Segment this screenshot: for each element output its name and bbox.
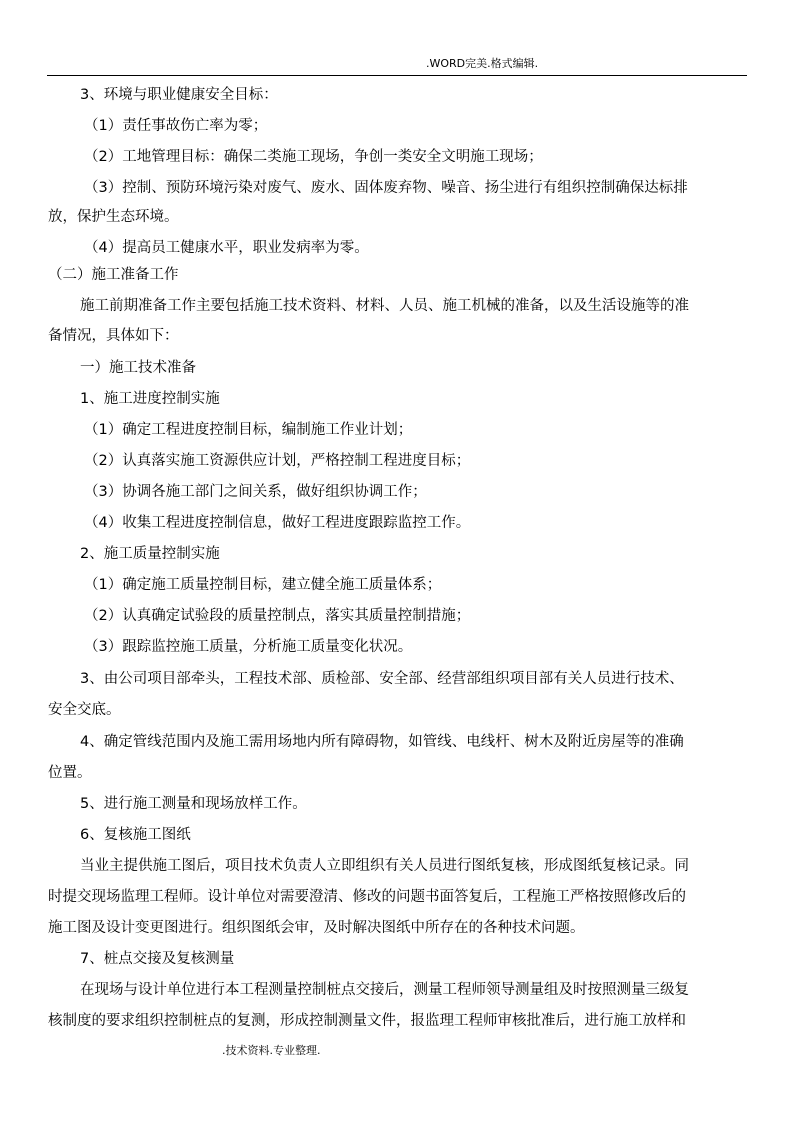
- page-header-text: .WORD完美.格式编辑.: [426, 57, 539, 70]
- line-text: （3）协调各施工部门之间关系，做好组织协调工作；: [84, 484, 427, 500]
- line-text: 安全交底。: [48, 702, 121, 718]
- line-text: （3）跟踪监控施工质量，分析施工质量变化状况。: [84, 639, 413, 655]
- line-text: 施工图及设计变更图进行。组织图纸会审，及时解决图纸中所存在的各种技术问题。: [48, 920, 585, 936]
- line-text: （1）确定工程进度控制目标，编制施工作业计划；: [84, 422, 413, 438]
- line-text: 一）施工技术准备: [80, 360, 196, 376]
- line-text: （3）控制、预防环境污染对废气、废水、固体废弃物、噪音、扬尘进行有组织控制确保达标排: [84, 180, 688, 196]
- line-text: 位置。: [48, 765, 92, 781]
- line-text: 4、确定管线范围内及施工需用场地内所有障碍物，如管线、电线杆、树木及附近房屋等的准确: [80, 734, 684, 750]
- line-text: 2、施工质量控制实施: [80, 546, 220, 562]
- line-text: 放，保护生态环境。: [48, 209, 179, 225]
- line-text: （2）认真确定试验段的质量控制点，落实其质量控制措施；: [84, 608, 471, 624]
- line-text: 核制度的要求组织控制桩点的复测，形成控制测量文件，报监理工程师审核批准后，进行施工放样和: [48, 1013, 686, 1029]
- line-text: （1）责任事故伤亡率为零；: [84, 118, 268, 134]
- line-text: （1）确定施工质量控制目标，建立健全施工质量体系；: [84, 577, 442, 593]
- line-text: （4）提高员工健康水平，职业发病率为零。: [84, 240, 369, 256]
- line-text: 在现场与设计单位进行本工程测量控制桩点交接后，测量工程师领导测量组及时按照测量三级复: [80, 982, 689, 998]
- line-text: 当业主提供施工图后，项目技术负责人立即组织有关人员进行图纸复核，形成图纸复核记录。同: [80, 858, 689, 874]
- line-text: （二）施工准备工作: [48, 267, 179, 283]
- line-text: （2）工地管理目标：确保二类施工现场，争创一类安全文明施工现场；: [84, 149, 543, 165]
- line-text: 6、复核施工图纸: [80, 827, 191, 843]
- page-footer-text: .技术资料.专业整理.: [222, 1044, 321, 1057]
- line-text: （2）认真落实施工资源供应计划，严格控制工程进度目标；: [84, 453, 471, 469]
- header-divider: [47, 75, 747, 76]
- line-text: 施工前期准备工作主要包括施工技术资料、材料、人员、施工机械的准备，以及生活设施等的准: [80, 298, 689, 314]
- line-text: 3、由公司项目部牵头，工程技术部、质检部、安全部、经营部组织项目部有关人员进行技术、: [80, 671, 684, 687]
- line-text: 1、施工进度控制实施: [80, 391, 220, 407]
- line-text: 3、环境与职业健康安全目标：: [80, 87, 278, 103]
- line-text: 备情况，具体如下：: [48, 328, 179, 344]
- line-text: 7、桩点交接及复核测量: [80, 951, 235, 967]
- line-text: （4）收集工程进度控制信息，做好工程进度跟踪监控工作。: [84, 515, 471, 531]
- line-text: 5、进行施工测量和现场放样工作。: [80, 796, 307, 812]
- line-text: 时提交现场监理工程师。设计单位对需要澄清、修改的问题书面答复后，工程施工严格按照修改后的: [48, 889, 686, 905]
